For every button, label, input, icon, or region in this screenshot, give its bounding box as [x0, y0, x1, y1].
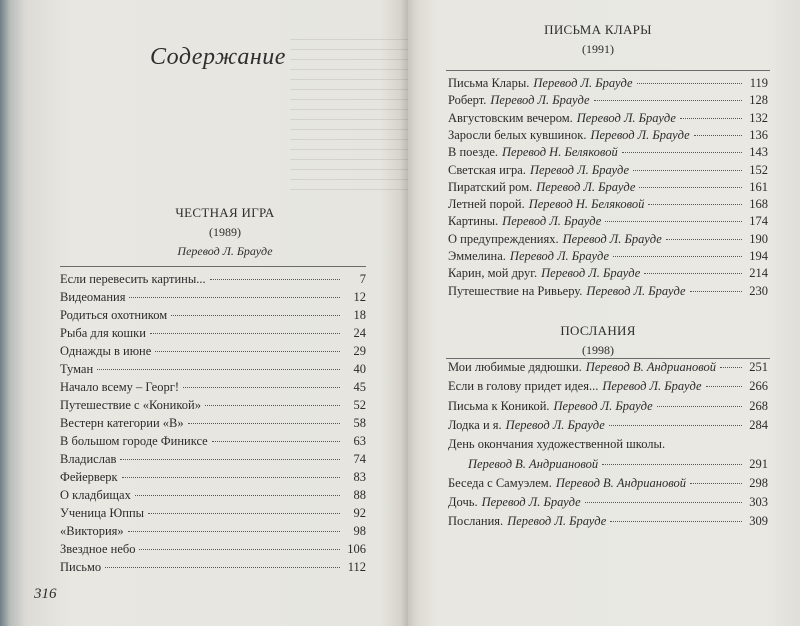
toc-entry	[448, 111, 768, 126]
dot-leader	[128, 530, 340, 532]
entry-title: В поезде.	[448, 145, 498, 160]
entry-title: Письма к Коникой.	[448, 398, 550, 413]
dot-leader	[613, 255, 742, 257]
section-title: ПИСЬМА КЛАРЫ	[544, 22, 652, 37]
dot-leader	[694, 134, 742, 136]
entry-page-number: 58	[353, 416, 366, 430]
dot-leader	[633, 169, 742, 171]
toc-entry	[448, 93, 768, 108]
dot-leader	[610, 520, 742, 522]
entry-title: Фейерверк	[60, 470, 118, 484]
dot-leader	[210, 278, 340, 280]
entry-title: Начало всему – Георг!	[60, 380, 179, 394]
toc-entry	[448, 76, 768, 91]
dot-leader	[644, 272, 742, 274]
dot-leader	[183, 386, 340, 388]
dot-leader	[639, 186, 742, 188]
toc-entry	[60, 416, 366, 431]
entry-page-number: 230	[749, 283, 768, 298]
section-translator: Перевод Л. Брауде	[177, 244, 273, 258]
entry-title: Видеомания	[60, 290, 126, 304]
entry-translator: Перевод Л. Брауде	[490, 93, 590, 108]
entry-translator: Перевод Л. Брауде	[502, 214, 602, 229]
dot-leader	[690, 482, 742, 484]
toc-entry	[60, 326, 366, 341]
dot-leader	[135, 494, 340, 496]
dot-leader	[666, 238, 742, 240]
toc-entry	[448, 284, 768, 299]
dot-leader	[622, 151, 742, 153]
entry-title: Светская игра.	[448, 162, 526, 177]
entry-title: Беседа с Самуэлем.	[448, 475, 552, 490]
entry-title: Однажды в июне	[60, 344, 152, 358]
dot-leader	[706, 385, 743, 387]
section-title: ЧЕСТНАЯ ИГРА	[175, 205, 275, 220]
entry-title: О кладбищах	[60, 488, 131, 502]
dot-leader	[605, 220, 742, 222]
toc-entry	[60, 452, 366, 467]
entry-page-number: 298	[749, 475, 768, 490]
entry-title: Вестерн категории «В»	[60, 416, 184, 430]
toc-entry	[60, 290, 366, 305]
toc-entry	[448, 266, 768, 281]
toc-entry	[60, 506, 366, 521]
entry-title: Ученица Юппы	[60, 506, 145, 520]
right-page	[408, 0, 800, 626]
dot-leader	[690, 290, 742, 292]
dot-leader	[148, 512, 340, 514]
toc-entry	[60, 470, 366, 485]
entry-title: О предупреждениях.	[448, 231, 559, 246]
toc-entry	[448, 514, 768, 529]
entry-translator: Перевод Н. Беляковой	[502, 145, 618, 160]
contents-title: Содержание	[150, 44, 286, 70]
toc-entry	[60, 560, 366, 575]
entry-translator: Перевод Л. Брауде	[586, 283, 686, 298]
entry-page-number: 128	[749, 93, 768, 108]
dot-leader	[150, 332, 340, 334]
toc-entry	[60, 488, 366, 503]
entry-page-number: 143	[749, 145, 768, 160]
entry-title: В большом городе Финиксе	[60, 434, 208, 448]
entry-page-number: 268	[749, 398, 768, 413]
toc-entry	[448, 418, 768, 433]
entry-page-number: 29	[353, 344, 366, 358]
entry-title: Звездное небо	[60, 542, 136, 556]
entry-page-number: 83	[353, 470, 366, 484]
entry-translator: Перевод В. Андриановой	[468, 456, 599, 471]
entry-title: Если перевесить картины...	[60, 272, 206, 286]
entry-page-number: 98	[353, 524, 366, 538]
toc-list-claras-letters	[448, 76, 768, 306]
section-rule	[60, 266, 366, 267]
toc-entry	[448, 232, 768, 247]
dot-leader	[680, 117, 742, 119]
entry-title: Дочь.	[448, 495, 478, 510]
toc-entry	[60, 272, 366, 287]
entry-title: Пиратский ром.	[448, 179, 533, 194]
section-rule	[446, 358, 770, 359]
entry-page-number: 194	[749, 249, 768, 263]
entry-title: Родиться охотником	[60, 308, 168, 322]
entry-translator: Перевод Л. Брауде	[541, 266, 641, 281]
entry-title: Мои любимые дядюшки.	[448, 360, 582, 374]
entry-title: Эммелина.	[448, 249, 506, 263]
section-heading-claras-letters	[478, 22, 718, 57]
dot-leader	[585, 501, 742, 503]
entry-translator: Перевод В. Андриановой	[555, 475, 687, 490]
toc-entry	[60, 344, 366, 359]
entry-title: Лодка и я.	[448, 417, 502, 432]
toc-list-fair-game	[60, 272, 366, 572]
dot-leader	[657, 405, 742, 407]
section-title: ПОСЛАНИЯ	[560, 323, 636, 338]
toc-entry	[448, 180, 768, 195]
entry-page-number: 92	[353, 506, 366, 520]
entry-page-number: 266	[749, 379, 768, 394]
dot-leader	[594, 99, 742, 101]
entry-translator: Перевод Л. Брауде	[576, 110, 676, 125]
entry-translator: Перевод Л. Брауде	[553, 398, 653, 413]
entry-translator: Перевод Л. Брауде	[590, 127, 690, 142]
entry-page-number: 303	[749, 495, 768, 510]
toc-entry	[60, 380, 366, 395]
toc-entry	[60, 398, 366, 413]
section-year: (1998)	[582, 343, 614, 357]
toc-entry	[60, 362, 366, 377]
entry-page-number: 174	[749, 214, 768, 229]
dot-leader	[188, 422, 340, 424]
dot-leader	[648, 203, 742, 205]
section-heading-messages	[478, 323, 718, 358]
entry-page-number: 291	[749, 456, 768, 471]
toc-entry	[448, 437, 768, 452]
entry-title: «Виктория»	[60, 524, 124, 538]
dot-leader	[155, 350, 340, 352]
entry-page-number: 284	[749, 417, 768, 432]
entry-page-number: 132	[749, 110, 768, 125]
entry-page-number: 251	[749, 360, 768, 374]
entry-page-number: 112	[347, 560, 366, 574]
entry-translator: Перевод Л. Брауде	[505, 417, 605, 432]
entry-page-number: 12	[353, 290, 366, 304]
entry-title: Летней порой.	[448, 197, 525, 212]
toc-entry-continued	[448, 457, 768, 472]
toc-entry	[448, 214, 768, 229]
toc-entry	[60, 524, 366, 539]
entry-page-number: 152	[749, 162, 768, 177]
toc-entry	[448, 495, 768, 510]
entry-title: Карин, мой друг.	[448, 266, 538, 281]
toc-entry	[448, 476, 768, 491]
toc-entry	[448, 360, 768, 375]
entry-title: Роберт.	[448, 93, 487, 108]
dot-leader	[637, 82, 742, 84]
entry-page-number: 168	[749, 197, 768, 212]
entry-title: Послания.	[448, 514, 504, 529]
entry-page-number: 161	[749, 179, 768, 194]
dot-leader	[212, 440, 340, 442]
entry-title: Письма Клары.	[448, 76, 530, 90]
entry-translator: Перевод В. Андриановой	[585, 360, 716, 374]
entry-title: День окончания художественной школы.	[448, 437, 666, 452]
entry-translator: Перевод Л. Брауде	[529, 162, 630, 177]
entry-translator: Перевод Н. Беляковой	[528, 197, 645, 212]
entry-translator: Перевод Л. Брауде	[507, 514, 607, 529]
dot-leader	[120, 458, 340, 460]
toc-list-messages	[448, 360, 768, 540]
entry-translator: Перевод Л. Брауде	[533, 76, 633, 90]
entry-page-number: 24	[353, 326, 366, 340]
dot-leader	[122, 476, 340, 478]
entry-page-number: 45	[353, 380, 366, 394]
entry-page-number: 7	[359, 272, 366, 286]
dot-leader	[139, 548, 340, 550]
dot-leader	[97, 368, 340, 370]
toc-entry	[448, 399, 768, 414]
toc-entry	[448, 145, 768, 160]
entry-translator: Перевод Л. Брауде	[602, 379, 702, 394]
toc-entry	[60, 308, 366, 323]
toc-entry	[448, 249, 768, 264]
section-heading-fair-game	[110, 205, 340, 259]
entry-translator: Перевод Л. Брауде	[509, 249, 610, 263]
entry-title: Августовским вечером.	[448, 110, 573, 125]
entry-page-number: 309	[749, 514, 768, 529]
entry-title: Картины.	[448, 214, 499, 229]
toc-entry	[60, 434, 366, 449]
entry-title: Рыба для кошки	[60, 326, 146, 340]
dot-leader	[105, 566, 340, 568]
dot-leader	[602, 463, 742, 465]
section-year: (1989)	[209, 225, 241, 239]
toc-entry	[448, 379, 768, 394]
section-rule	[446, 70, 770, 71]
toc-entry	[448, 163, 768, 178]
dot-leader	[609, 424, 742, 426]
bleed-through-text	[290, 30, 410, 190]
page-number: 316	[34, 586, 57, 602]
entry-page-number: 106	[347, 542, 366, 556]
entry-page-number: 190	[749, 231, 768, 246]
toc-entry	[448, 197, 768, 212]
dot-leader	[720, 366, 742, 368]
dot-leader	[129, 296, 340, 298]
entry-title: Владислав	[60, 452, 117, 466]
entry-title: Если в голову придет идея...	[448, 379, 599, 394]
entry-title: Путешествие на Ривьеру.	[448, 283, 583, 298]
dot-leader	[171, 314, 340, 316]
dot-leader	[205, 404, 340, 406]
entry-translator: Перевод Л. Брауде	[536, 179, 636, 194]
entry-page-number: 74	[353, 452, 366, 466]
entry-page-number: 63	[353, 434, 366, 448]
entry-page-number: 88	[353, 488, 366, 502]
toc-entry	[60, 542, 366, 557]
entry-title: Заросли белых кувшинок.	[448, 127, 587, 142]
entry-title: Путешествие с «Коникой»	[60, 398, 201, 412]
entry-page-number: 136	[749, 127, 768, 142]
entry-page-number: 40	[353, 362, 366, 376]
entry-translator: Перевод Л. Брауде	[562, 231, 662, 246]
entry-page-number: 119	[749, 76, 768, 90]
entry-page-number: 52	[353, 398, 366, 412]
toc-entry	[448, 128, 768, 143]
entry-title: Туман	[60, 362, 94, 376]
entry-page-number: 18	[353, 308, 366, 322]
section-year: (1991)	[582, 42, 614, 56]
entry-title: Письмо	[60, 560, 102, 574]
entry-translator: Перевод Л. Брауде	[481, 495, 581, 510]
entry-page-number: 214	[749, 266, 768, 281]
